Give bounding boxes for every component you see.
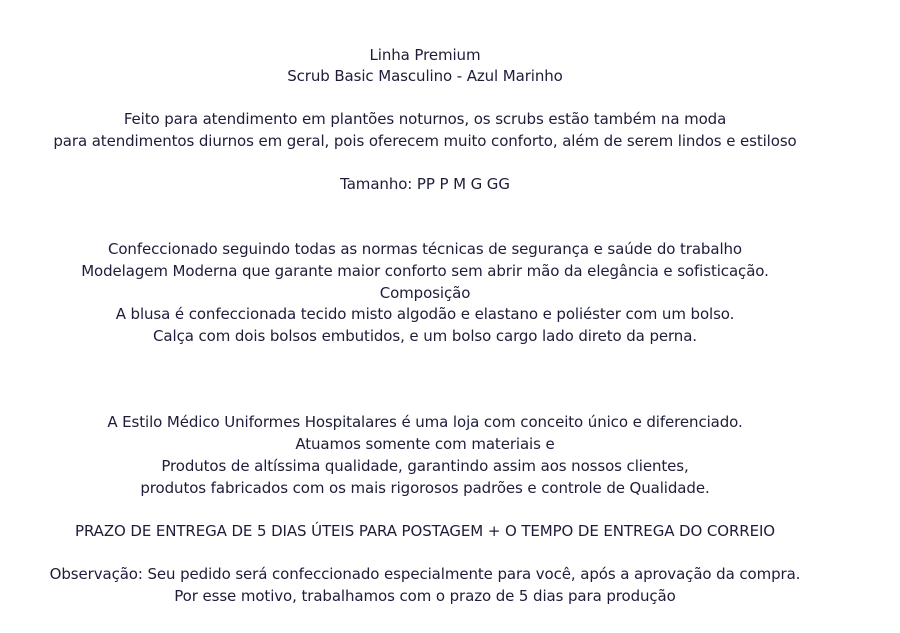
sizes-text: Tamanho: PP P M G GG — [340, 175, 510, 193]
about-line-4: produtos fabricados com os mais rigorosos padrões e controle de Qualidade. — [140, 479, 710, 497]
about-line-3: Produtos de altíssima qualidade, garantindo assim aos nossos clientes, — [161, 457, 689, 475]
note-line-1: Observação: Seu pedido será confeccionado especialmente para você, após a aprovação da compra. — [49, 565, 801, 583]
delivery-notice: PRAZO DE ENTREGA DE 5 DIAS ÚTEIS PARA POSTAGEM + O TEMPO DE ENTREGA DO CORREIO — [75, 522, 775, 540]
line-label: Linha Premium — [369, 46, 481, 64]
about-line-1: A Estilo Médico Uniformes Hospitalares é uma loja com conceito único e diferenciado. — [107, 413, 743, 431]
note-line-2: Por esse motivo, trabalhamos com o prazo de 5 dias para produção — [174, 587, 676, 605]
about-line-2: Atuamos somente com materiais e — [295, 435, 555, 453]
details-line-2: Modelagem Moderna que garante maior conforto sem abrir mão da elegância e sofisticação. — [81, 262, 769, 280]
details-line-1: Confeccionado seguindo todas as normas técnicas de segurança e saúde do trabalho — [107, 240, 742, 258]
intro-line-1: Feito para atendimento em plantões noturnos, os scrubs estão também na moda — [123, 110, 727, 128]
product-name: Scrub Basic Masculino - Azul Marinho — [287, 67, 563, 85]
details-line-3: A blusa é confeccionada tecido misto algodão e elastano e poliéster com um bolso. — [115, 305, 735, 323]
composition-heading: Composição — [379, 284, 471, 302]
intro-line-2: para atendimentos diurnos em geral, pois oferecem muito conforto, além de serem lindos e estiloso — [53, 132, 797, 150]
details-line-4: Calça com dois bolsos embutidos, e um bolso cargo lado direto da perna. — [153, 327, 697, 345]
